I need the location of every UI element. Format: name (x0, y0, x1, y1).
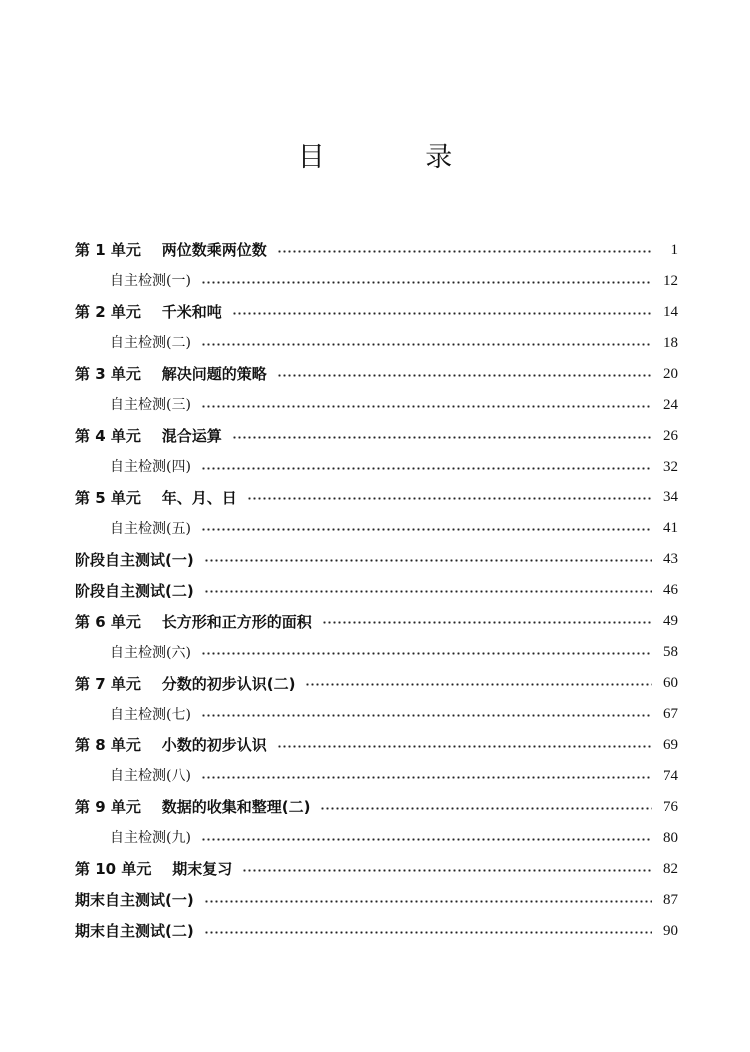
toc-page-number: 82 (663, 860, 678, 877)
toc-entry-label: 第 2 单元 千米和吨 (75, 303, 222, 322)
toc-page-number: 20 (663, 365, 678, 382)
dot-leader (201, 714, 652, 717)
toc-page-number: 49 (663, 613, 678, 630)
toc-page-number: 69 (663, 736, 678, 753)
toc-entry[interactable] (75, 544, 678, 575)
toc-entry[interactable] (75, 606, 678, 637)
toc-entry-label: 第 7 单元 分数的初步认识(二) (75, 674, 296, 693)
dot-leader (204, 900, 652, 903)
toc-page-number: 18 (663, 334, 678, 351)
toc-entry-label: 自主检测(一) (110, 273, 191, 290)
toc-entry[interactable] (75, 885, 678, 916)
toc-page-number: 80 (663, 829, 678, 846)
dot-leader (201, 776, 652, 779)
toc-entry[interactable] (75, 235, 678, 266)
toc-entry[interactable] (75, 854, 678, 885)
toc-page-number: 58 (663, 644, 678, 661)
toc-entry[interactable] (75, 916, 678, 947)
toc-page-number: 14 (663, 303, 678, 320)
dot-leader (201, 405, 652, 408)
toc-entry[interactable] (75, 575, 678, 606)
toc-entry[interactable] (75, 792, 678, 823)
toc-entry[interactable] (75, 421, 678, 452)
toc-page-number: 34 (663, 489, 678, 506)
dot-leader (201, 838, 652, 841)
toc-entry[interactable] (75, 668, 678, 699)
toc-page-number: 41 (663, 520, 678, 537)
toc-page-number: 90 (663, 922, 678, 939)
dot-leader (201, 528, 652, 531)
toc-page-number: 12 (663, 272, 678, 289)
dot-leader (242, 869, 652, 872)
dot-leader (204, 559, 652, 562)
toc-subentry[interactable] (75, 266, 678, 297)
dot-leader (201, 281, 652, 284)
toc-entry-label: 期末自主测试(一) (75, 891, 194, 910)
toc-page-number: 60 (663, 675, 678, 692)
dot-leader (201, 652, 652, 655)
toc-page-number: 67 (663, 706, 678, 723)
toc-entry-label: 自主检测(五) (110, 520, 191, 537)
page-title: 目 录 (297, 142, 499, 173)
dot-leader (277, 745, 652, 748)
dot-leader (232, 312, 652, 315)
toc-page-number: 1 (670, 241, 678, 258)
dot-leader (201, 343, 652, 346)
toc-page-number: 32 (663, 458, 678, 475)
toc-subentry[interactable] (75, 823, 678, 854)
toc-entry-label: 自主检测(九) (110, 830, 191, 847)
dot-leader (320, 807, 652, 810)
toc-page-number: 46 (663, 582, 678, 599)
dot-leader (305, 683, 652, 686)
toc-entry[interactable] (75, 730, 678, 761)
toc-entry-label: 第 8 单元 小数的初步认识 (75, 736, 267, 755)
toc-subentry[interactable] (75, 637, 678, 668)
toc-page-number: 24 (663, 396, 678, 413)
dot-leader (277, 374, 652, 377)
table-of-contents (75, 235, 678, 947)
toc-page-number: 26 (663, 427, 678, 444)
toc-subentry[interactable] (75, 699, 678, 730)
toc-entry-label: 第 5 单元 年、月、日 (75, 488, 237, 507)
toc-entry-label: 第 1 单元 两位数乘两位数 (75, 241, 267, 260)
toc-entry-label: 自主检测(八) (110, 768, 191, 785)
toc-entry-label: 第 6 单元 长方形和正方形的面积 (75, 612, 312, 631)
dot-leader (204, 590, 652, 593)
toc-page-number: 76 (663, 798, 678, 815)
toc-entry-label: 自主检测(七) (110, 706, 191, 723)
dot-leader (277, 250, 652, 253)
toc-subentry[interactable] (75, 761, 678, 792)
dot-leader (322, 621, 652, 624)
toc-entry-label: 自主检测(二) (110, 335, 191, 352)
toc-entry-label: 第 3 单元 解决问题的策略 (75, 365, 267, 384)
toc-entry-label: 第 10 单元 期末复习 (75, 860, 233, 879)
dot-leader (204, 931, 652, 934)
toc-subentry[interactable] (75, 452, 678, 483)
toc-entry-label: 第 4 单元 混合运算 (75, 427, 222, 446)
toc-entry[interactable] (75, 359, 678, 390)
toc-entry-label: 阶段自主测试(一) (75, 550, 194, 569)
toc-entry-label: 自主检测(三) (110, 397, 191, 414)
toc-entry-label: 期末自主测试(二) (75, 922, 194, 941)
toc-subentry[interactable] (75, 390, 678, 421)
toc-page-number: 43 (663, 551, 678, 568)
toc-page-number: 74 (663, 767, 678, 784)
toc-entry-label: 自主检测(六) (110, 644, 191, 661)
toc-subentry[interactable] (75, 328, 678, 359)
dot-leader (247, 497, 652, 500)
toc-entry-label: 自主检测(四) (110, 459, 191, 476)
toc-entry-label: 阶段自主测试(二) (75, 581, 194, 600)
dot-leader (201, 467, 652, 470)
toc-entry-label: 第 9 单元 数据的收集和整理(二) (75, 798, 311, 817)
toc-entry[interactable] (75, 483, 678, 514)
toc-page-number: 87 (663, 891, 678, 908)
dot-leader (232, 436, 652, 439)
toc-subentry[interactable] (75, 513, 678, 544)
toc-entry[interactable] (75, 297, 678, 328)
